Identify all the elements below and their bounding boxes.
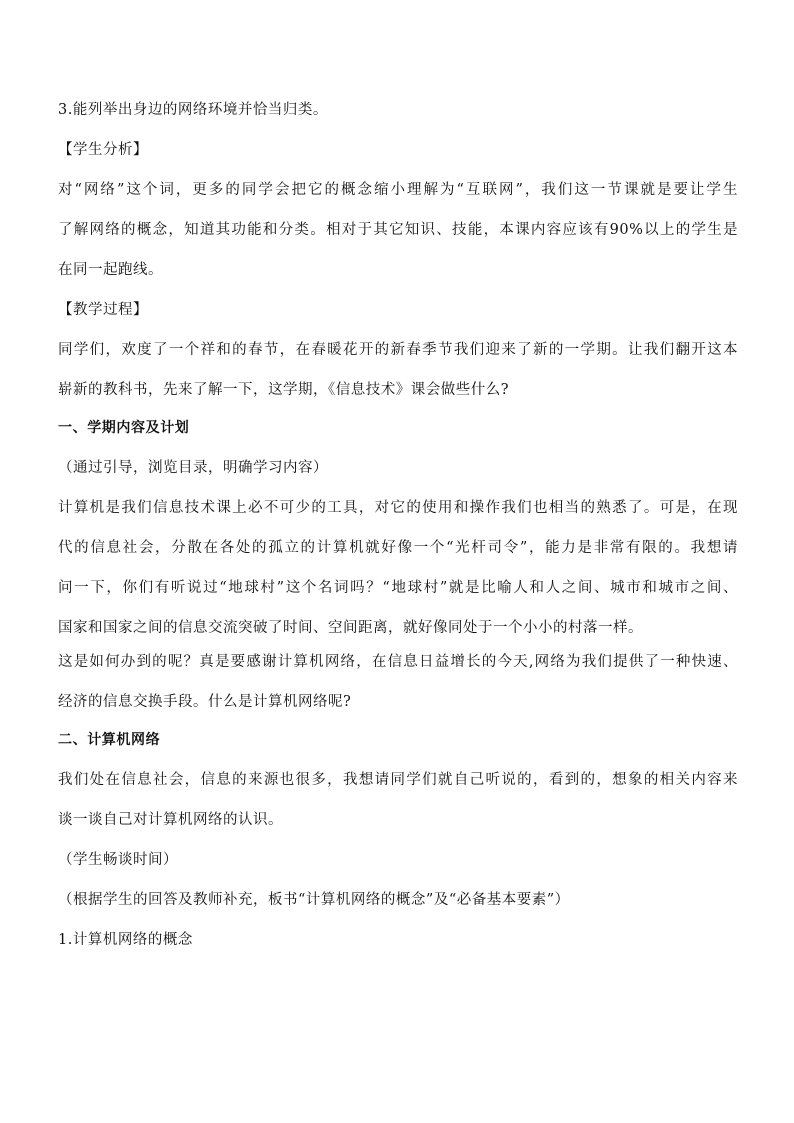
paragraph-line: 同学们，欢度了一个祥和的春节，在春暖花开的新春季节我们迎来了新的一学期。让我们翻开这本 <box>58 342 738 358</box>
section-heading-term-plan: 一、学期内容及计划 <box>58 420 190 436</box>
paragraph-line: 计算机是我们信息技术课上必不可少的工具，对它的使用和操作我们也相当的熟悉了。可是，在现 <box>58 500 738 516</box>
paragraph-line: 国家和国家之间的信息交流突破了时间、空间距离，就好像同处于一个小小的村落一样。 <box>58 620 643 636</box>
paragraph-line: 崭新的教科书，先来了解一下，这学期，《信息技术》课会做些什么? <box>58 382 510 398</box>
subsection-heading-network-concept: 1.计算机网络的概念 <box>58 932 193 948</box>
paragraph-line: 谈一谈自己对计算机网络的认识。 <box>58 812 283 828</box>
paragraph-line: 我们处在信息社会，信息的来源也很多，我想请同学们就自己听说的，看到的，想象的相关内容来 <box>58 772 738 788</box>
paragraph-line: 这是如何办到的呢？真是要感谢计算机网络，在信息日益增长的今天,网络为我们提供了一种快速、 <box>58 654 738 670</box>
section-heading-student-analysis: 【学生分析】 <box>58 142 148 158</box>
note-line: （学生畅谈时间） <box>58 852 178 868</box>
section-heading-computer-network: 二、计算机网络 <box>58 732 161 748</box>
paragraph-line: 对“网络”这个词，更多的同学会把它的概念缩小理解为“互联网”，我们这一节课就是要让学生 <box>58 182 738 198</box>
section-heading-teaching-process: 【教学过程】 <box>58 302 148 318</box>
document-body <box>58 101 738 949</box>
paragraph-line: 代的信息社会，分散在各处的孤立的计算机就好像一个“光杆司令”，能力是非常有限的。我想请 <box>58 540 738 556</box>
paragraph-line: 在同一起跑线。 <box>58 262 163 278</box>
note-line: （根据学生的回答及教师补充，板书“计算机网络的概念”及“必备基本要素”） <box>58 892 570 908</box>
paragraph-line: 了解网络的概念，知道其功能和分类。相对于其它知识、技能，本课内容应该有90%以上的学生是 <box>58 222 738 238</box>
objective-item-3: 3.能列举出身边的网络环境并恰当归类。 <box>58 102 328 118</box>
paragraph-line: 经济的信息交换手段。什么是计算机网络呢? <box>58 694 352 710</box>
paragraph-line: 问一下，你们有听说过“地球村”这个名词吗？“地球村”就是比喻人和人之间、城市和城市之间、 <box>58 580 738 596</box>
note-line: （通过引导，浏览目录，明确学习内容） <box>58 460 328 476</box>
